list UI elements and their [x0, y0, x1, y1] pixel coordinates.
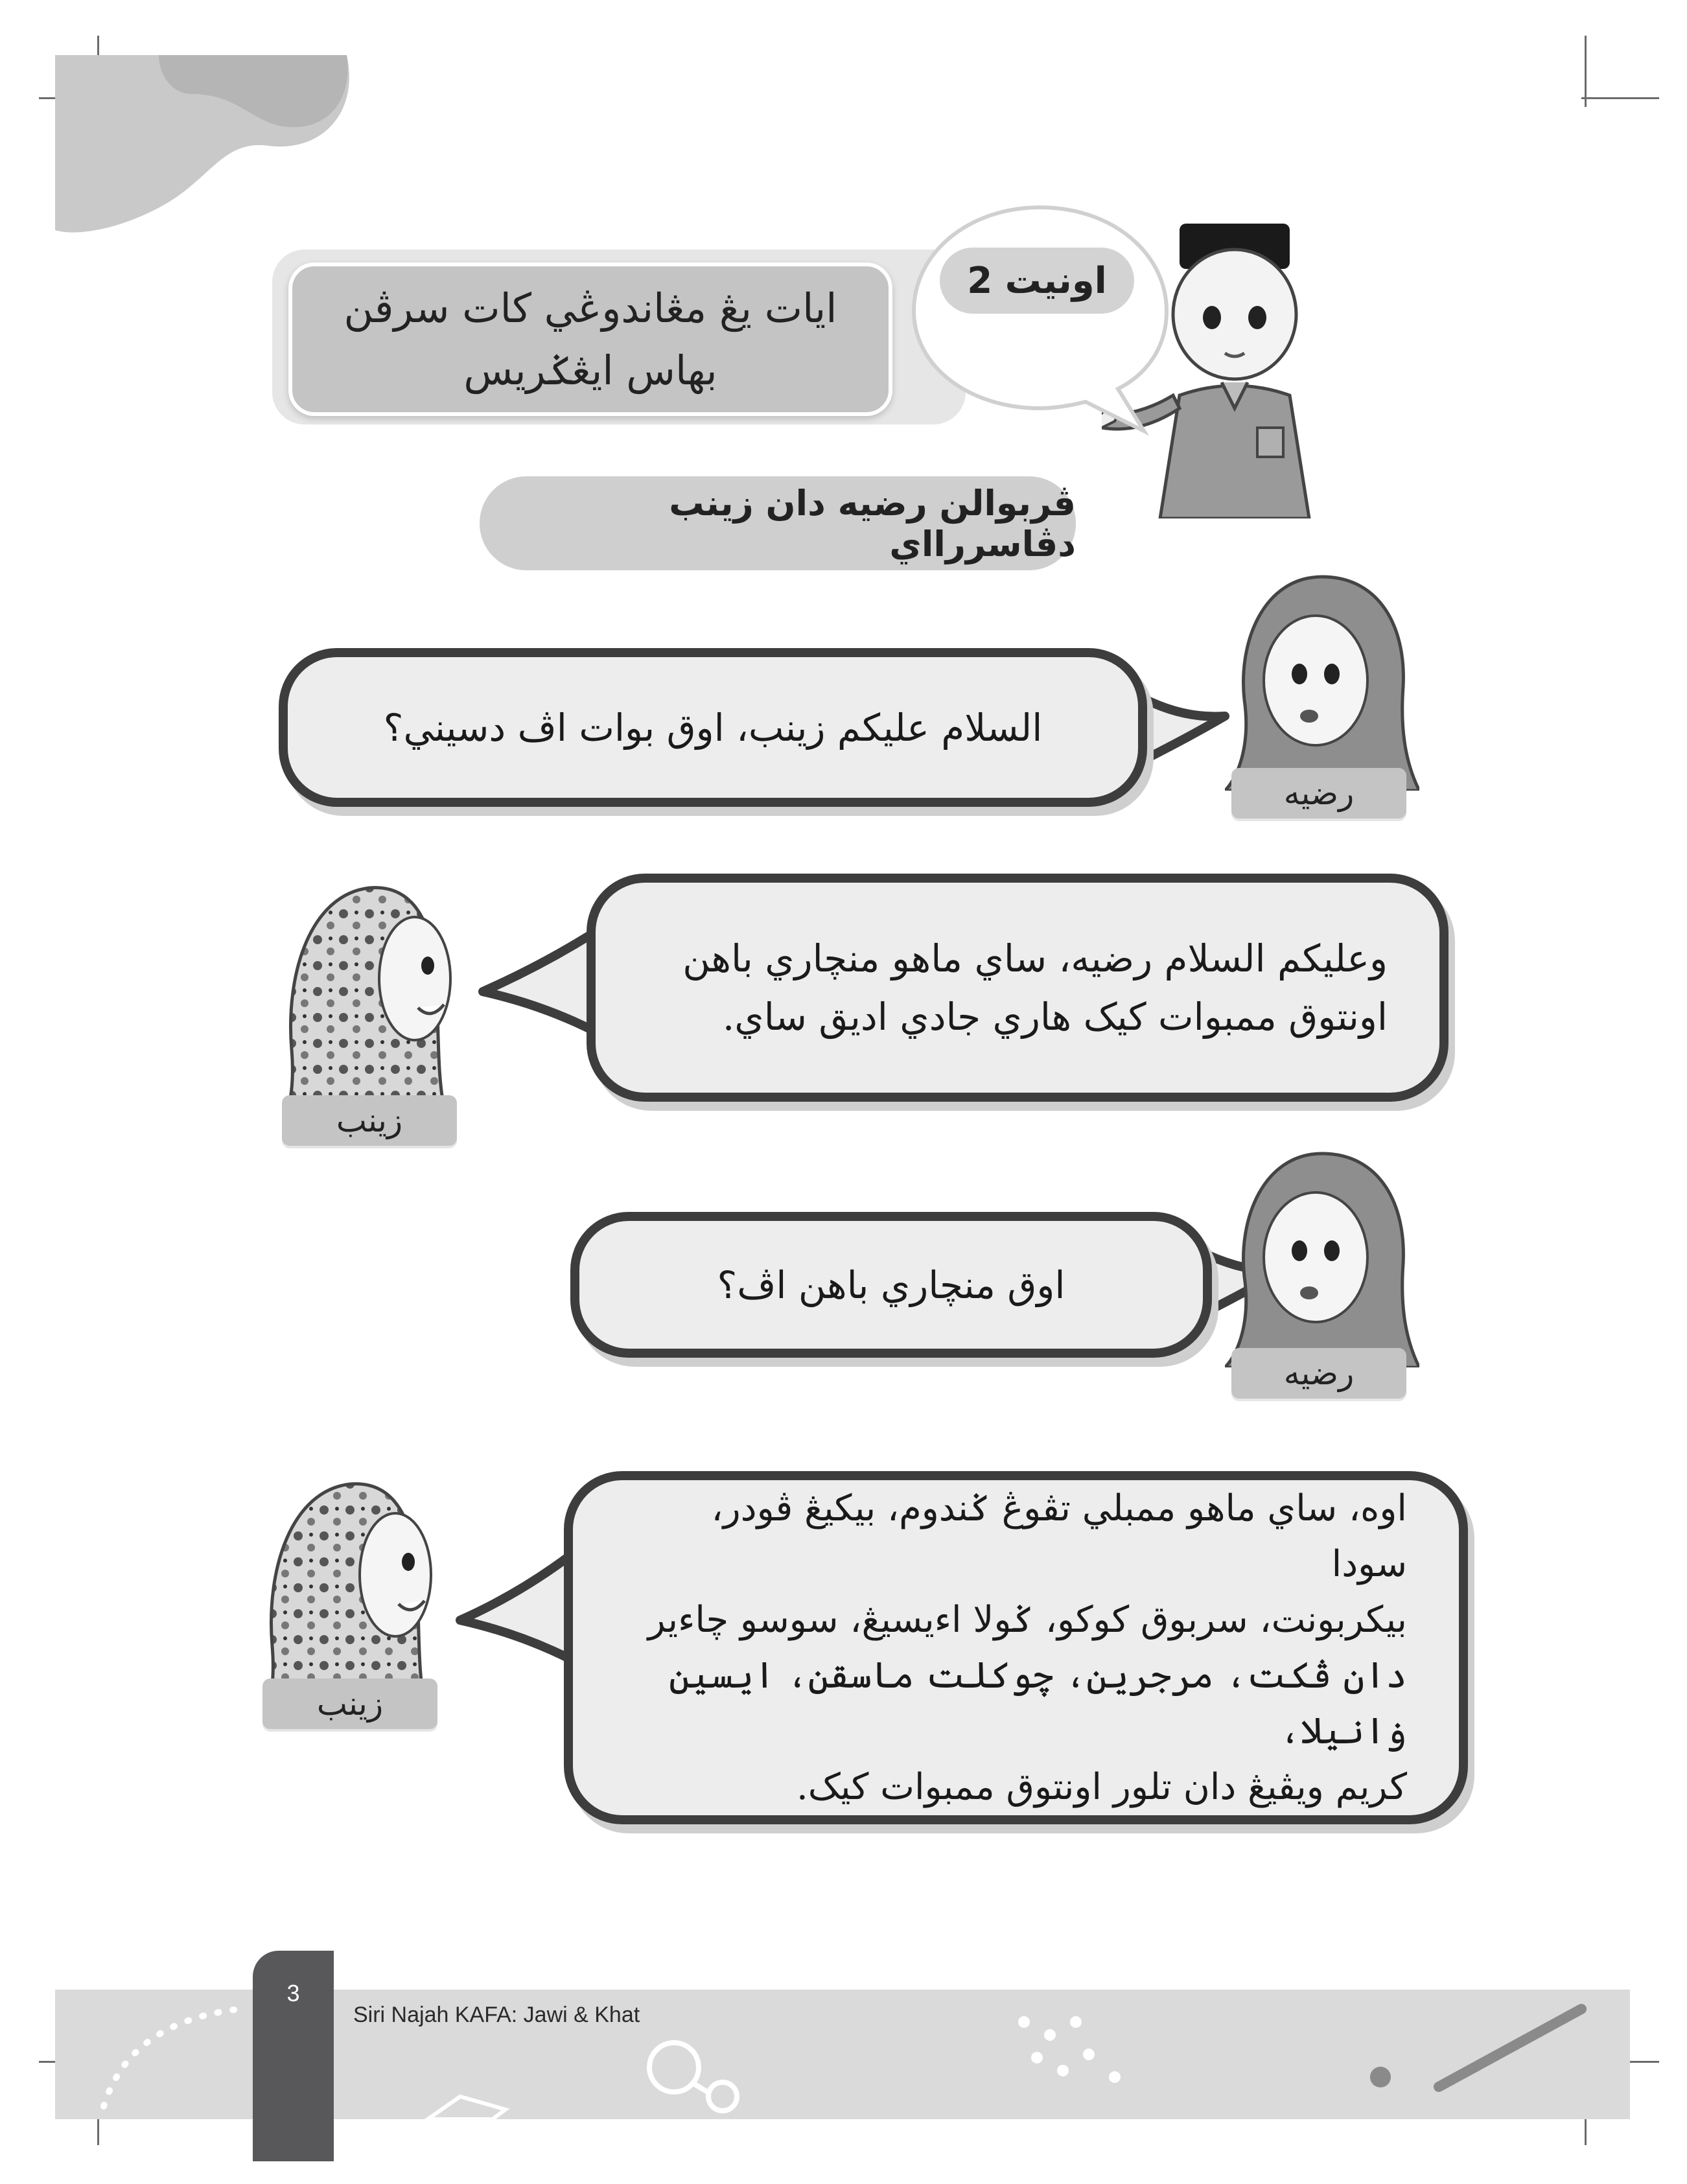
radhiah-character-illustration: [1225, 570, 1419, 791]
dialogue-line: اوق منچاري باهن اڤ؟: [717, 1262, 1065, 1307]
bubble-tail: [476, 927, 599, 1037]
speech-bubble-radhiah-2: [570, 1212, 1212, 1358]
dialogue-line: السلام عليكم زينب، اوق بوات اڤ دسيني؟: [383, 705, 1043, 750]
dialogue-line: دان ڤكت، مرجرين، چوكلت ماسقن، ايسين ۏانيلا،: [668, 1654, 1407, 1752]
speaker-name-ribbon: رضيه: [1231, 768, 1406, 819]
series-title: Siri Najah KAFA: Jawi & Khat: [353, 2003, 640, 2027]
unit-label: اونيت 2: [940, 248, 1134, 314]
crop-mark: [1581, 97, 1659, 99]
dialogue-line: كريم ويڤيڠ دان تلور اونتوق ممبوات كيک.: [796, 1765, 1407, 1808]
speaker-name-ribbon: رضيه: [1231, 1348, 1406, 1399]
bubble-tail: [454, 1549, 577, 1666]
dialogue-line: اونتوق ممبوات كيک هاري جادي اديق ساي.: [722, 995, 1388, 1039]
lesson-title-line: ايات يڠ مڠاندوڠي كات سرڤن: [343, 284, 837, 332]
boy-speech-bubble: [904, 194, 1176, 441]
speech-bubble-radhiah-1: [279, 648, 1147, 807]
radhiah-character-illustration: [1225, 1147, 1419, 1367]
lesson-title-line: بهاس ايڠݢريس: [463, 346, 717, 394]
crop-mark: [1585, 36, 1587, 107]
dialogue-line: بيكربونت، سربوق كوكو، ݢولا اءيسيڠ، سوسو چاءير: [647, 1598, 1407, 1641]
zainab-character-illustration: [285, 881, 467, 1121]
bubble-tail: [1134, 687, 1231, 771]
lesson-title: [288, 262, 892, 416]
speech-bubble-zainab-2: [564, 1471, 1468, 1824]
speech-bubble-zainab-1: [587, 874, 1448, 1102]
dialogue-subtitle: ڤربوالن رضيه دان زينب دڤاسررااي: [480, 476, 1076, 570]
dialogue-line: اوه، ساي ماهو ممبلي تڤوڠ ݢندوم، بيکيڠ ڤودر، سودا: [711, 1487, 1407, 1585]
dialogue-line: وعليكم السلام رضيه، ساي ماهو منچاري باهن: [682, 936, 1388, 981]
speaker-name-ribbon: زينب: [262, 1679, 437, 1729]
decorative-blob: [55, 55, 353, 243]
speaker-name-ribbon: زينب: [282, 1095, 457, 1146]
page-number: 3: [286, 1980, 300, 2006]
